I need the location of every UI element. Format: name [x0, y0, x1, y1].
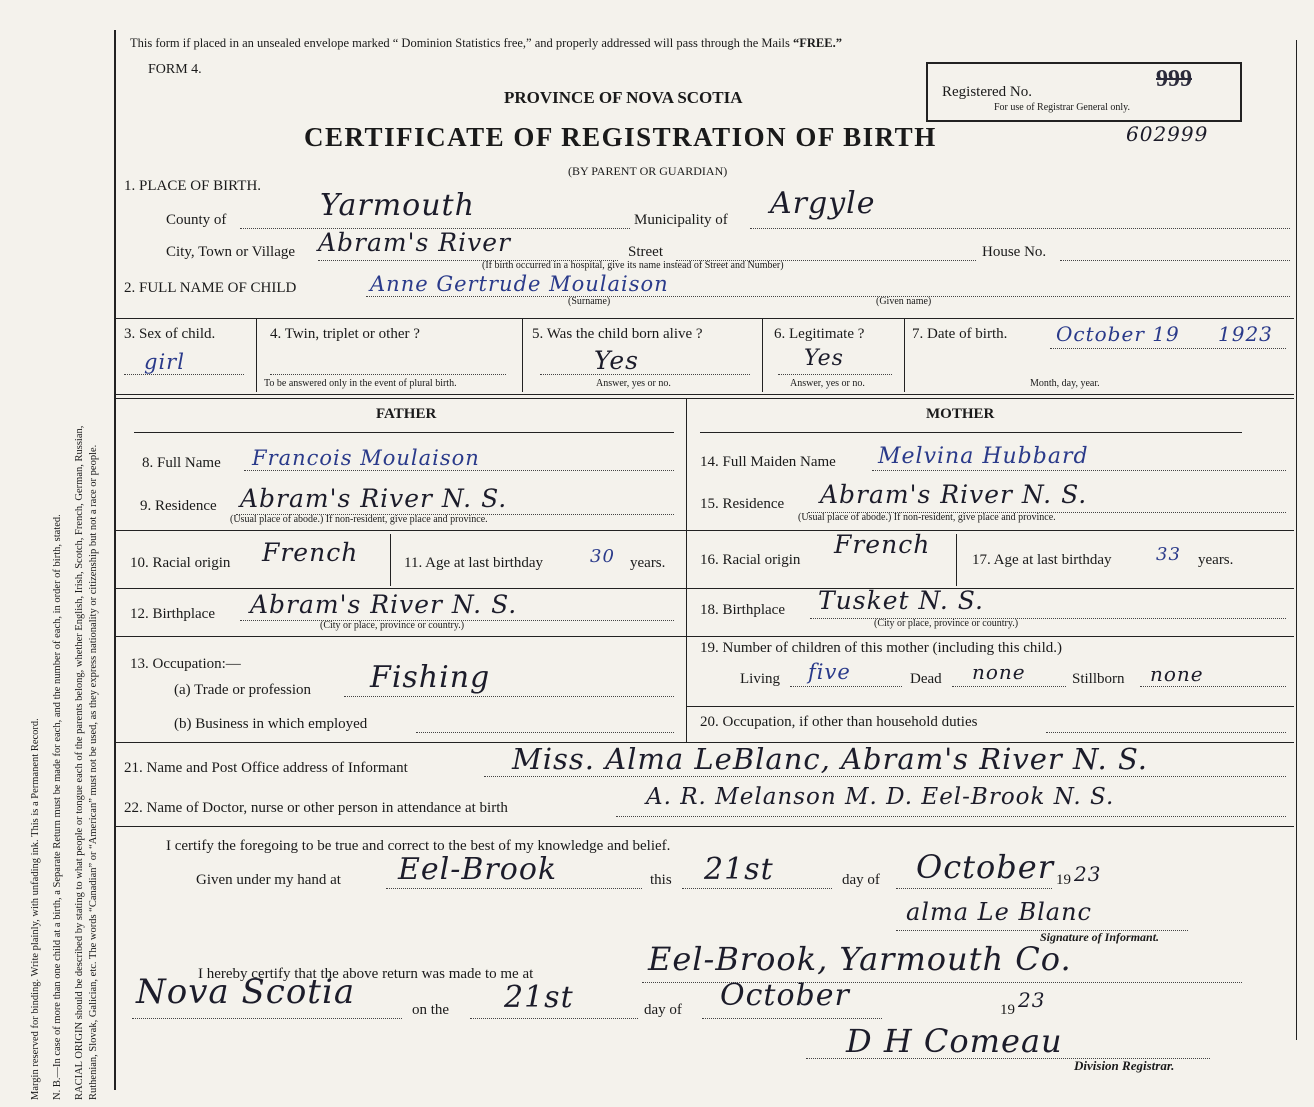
county-label: County of — [166, 212, 227, 228]
child-name-value: Anne Gertrude Moulaison — [370, 272, 669, 296]
informant-signature-label: Signature of Informant. — [1040, 930, 1160, 944]
municipality-label: Municipality of — [634, 212, 728, 228]
surname-note: (Surname) — [568, 296, 611, 307]
father-header: FATHER — [376, 406, 437, 422]
registrar-signature-label: Division Registrar. — [1074, 1058, 1175, 1073]
margin-note-multiple-births: N. B.—In case of more than one child at a birth, a Separate Return must be made for each, and the number of each, in order of birth, stated. — [52, 514, 63, 1100]
twin-note: To be answered only in the event of plural birth. — [264, 378, 457, 389]
child-name-label: 2. FULL NAME OF CHILD — [124, 280, 297, 296]
dob-year: 1923 — [1218, 322, 1273, 346]
legitimate-label: 6. Legitimate ? — [774, 326, 865, 342]
registered-note: For use of Registrar General only. — [994, 102, 1130, 113]
registrar-day-value: 21st — [504, 980, 574, 1015]
form-number: FORM 4. — [148, 62, 202, 77]
mother-years: years. — [1198, 552, 1234, 568]
father-occupation-label: 13. Occupation:— — [130, 656, 241, 672]
stillborn-label: Stillborn — [1072, 671, 1125, 687]
sex-value: girl — [144, 350, 185, 374]
margin-note-racial-origin: RACIAL ORIGIN should be described by stating to what people or tongue each of the parents belong, whether English, Irish, Scotch, French, German, Russian, — [74, 425, 85, 1100]
informant-value: Miss. Alma LeBlanc, Abram's River N. S. — [512, 742, 1149, 776]
alive-label: 5. Was the child born alive ? — [532, 326, 703, 342]
mail-note: This form if placed in an unsealed envelope marked “ Dominion Statistics free,” and properly addressed will pass through the Mails “FREE.” — [130, 36, 842, 50]
mother-race-value: French — [834, 530, 931, 559]
given-this-label: this — [650, 872, 672, 888]
given-name-note: (Given name) — [876, 296, 932, 307]
father-race-value: French — [262, 538, 359, 567]
mother-age-label: 17. Age at last birthday — [972, 552, 1112, 568]
father-years: years. — [630, 555, 666, 571]
father-age-value: 30 — [590, 546, 615, 567]
registrar-signature: D H Comeau — [846, 1022, 1063, 1060]
hospital-note: (If birth occurred in a hospital, give its name instead of Street and Number) — [482, 260, 784, 271]
father-birthplace-value: Abram's River N. S. — [250, 590, 518, 619]
given-day-value: 21st — [704, 852, 774, 887]
registrar-year-value: 23 — [1018, 988, 1046, 1012]
children-count-label: 19. Number of children of this mother (including this child.) — [700, 640, 1063, 656]
dead-value: none — [972, 660, 1026, 684]
mother-birthplace-note: (City or place, province or country.) — [874, 618, 1019, 629]
given-under-label: Given under my hand at — [196, 872, 341, 888]
legitimate-answer-note: Answer, yes or no. — [790, 378, 865, 389]
dead-label: Dead — [910, 671, 942, 687]
dob-value: October 19 — [1056, 322, 1180, 346]
father-race-label: 10. Racial origin — [130, 555, 231, 571]
trade-label: (a) Trade or profession — [174, 682, 312, 698]
registrar-month-value: October — [720, 978, 850, 1013]
father-birthplace-note: (City or place, province or country.) — [320, 620, 465, 631]
twin-label: 4. Twin, triplet or other ? — [270, 326, 420, 342]
registrar-place-2-value: Nova Scotia — [136, 972, 356, 1012]
mother-occupation-label: 20. Occupation, if other than household duties — [700, 714, 978, 730]
place-of-birth-label: 1. PLACE OF BIRTH. — [124, 178, 262, 194]
stillborn-value: none — [1150, 662, 1204, 686]
doctor-label: 22. Name of Doctor, nurse or other person in attendance at birth — [124, 800, 508, 816]
registrar-on-label: on the — [412, 1002, 450, 1018]
father-birthplace-label: 12. Birthplace — [130, 606, 215, 622]
business-label: (b) Business in which employed — [174, 716, 368, 732]
trade-value: Fishing — [370, 660, 491, 695]
registered-number: 999 — [1156, 66, 1192, 92]
father-residence-value: Abram's River N. S. — [240, 484, 508, 513]
right-frame-line — [1296, 40, 1297, 1040]
mother-name-value: Melvina Hubbard — [878, 444, 1089, 469]
margin-note-binding: Margin reserved for binding. Write plainly, with unfading ink. This is a Permanent Record. — [30, 718, 41, 1100]
registrar-day-of-label: day of — [644, 1002, 682, 1018]
registrar-place-value: Eel-Brook, Yarmouth Co. — [648, 940, 1072, 978]
city-label: City, Town or Village — [166, 244, 296, 260]
subtitle: (BY PARENT OR GUARDIAN) — [568, 164, 728, 178]
left-frame-line — [114, 30, 116, 1090]
living-label: Living — [740, 671, 780, 687]
municipality-value: Argyle — [770, 186, 876, 221]
province-title: PROVINCE OF NOVA SCOTIA — [504, 88, 743, 107]
city-value: Abram's River — [318, 228, 511, 257]
informant-signature: alma Le Blanc — [906, 898, 1092, 926]
registered-number-2: 602999 — [1126, 122, 1209, 146]
given-year-prefix: 19 — [1056, 872, 1071, 888]
street-label: Street — [628, 244, 663, 260]
dob-label: 7. Date of birth. — [912, 326, 1008, 342]
mother-race-label: 16. Racial origin — [700, 552, 801, 568]
living-value: five — [808, 660, 851, 684]
father-age-label: 11. Age at last birthday — [404, 555, 543, 571]
registered-label: Registered No. — [942, 84, 1032, 100]
mother-birthplace-label: 18. Birthplace — [700, 602, 785, 618]
given-month-value: October — [916, 848, 1054, 886]
given-day-of-label: day of — [842, 872, 880, 888]
informant-label: 21. Name and Post Office address of Informant — [124, 760, 408, 776]
mother-residence-label: 15. Residence — [700, 496, 785, 512]
mother-residence-value: Abram's River N. S. — [820, 480, 1088, 509]
mother-residence-note: (Usual place of abode.) If non-resident, give place and province. — [798, 512, 1056, 523]
doctor-value: A. R. Melanson M. D. Eel-Brook N. S. — [646, 784, 1115, 810]
mother-age-value: 33 — [1156, 544, 1181, 565]
margin-note-racial-origin-2: Ruthenian, Slovak, Galician, etc. The words “Canadian” or “American” must not be used, as they express nationality or citizenship but not a race or people. — [88, 444, 99, 1100]
father-residence-label: 9. Residence — [140, 498, 217, 514]
father-residence-note: (Usual place of abode.) If non-resident, give place and province. — [230, 514, 488, 525]
alive-answer-note: Answer, yes or no. — [596, 378, 671, 389]
mother-header: MOTHER — [926, 406, 995, 422]
given-place-value: Eel-Brook — [398, 852, 558, 887]
parents-divider — [686, 398, 687, 742]
registrar-certify-text: I hereby certify that the above return was made to me at — [198, 966, 534, 982]
given-year-value: 23 — [1074, 862, 1102, 886]
certify-text: I certify the foregoing to be true and correct to the best of my knowledge and belief. — [166, 838, 671, 854]
mother-name-label: 14. Full Maiden Name — [700, 454, 836, 470]
registrar-year-prefix: 19 — [1000, 1002, 1015, 1018]
alive-value: Yes — [594, 346, 639, 375]
house-label: House No. — [982, 244, 1047, 260]
dob-note: Month, day, year. — [1030, 378, 1100, 389]
sex-label: 3. Sex of child. — [124, 326, 216, 342]
father-name-value: Francois Moulaison — [252, 446, 480, 470]
father-name-label: 8. Full Name — [142, 455, 221, 471]
legitimate-value: Yes — [804, 346, 844, 371]
page-title: CERTIFICATE OF REGISTRATION OF BIRTH — [304, 122, 937, 152]
mother-birthplace-value: Tusket N. S. — [818, 586, 984, 615]
row-3-top-line — [116, 318, 1294, 319]
county-value: Yarmouth — [320, 188, 475, 223]
